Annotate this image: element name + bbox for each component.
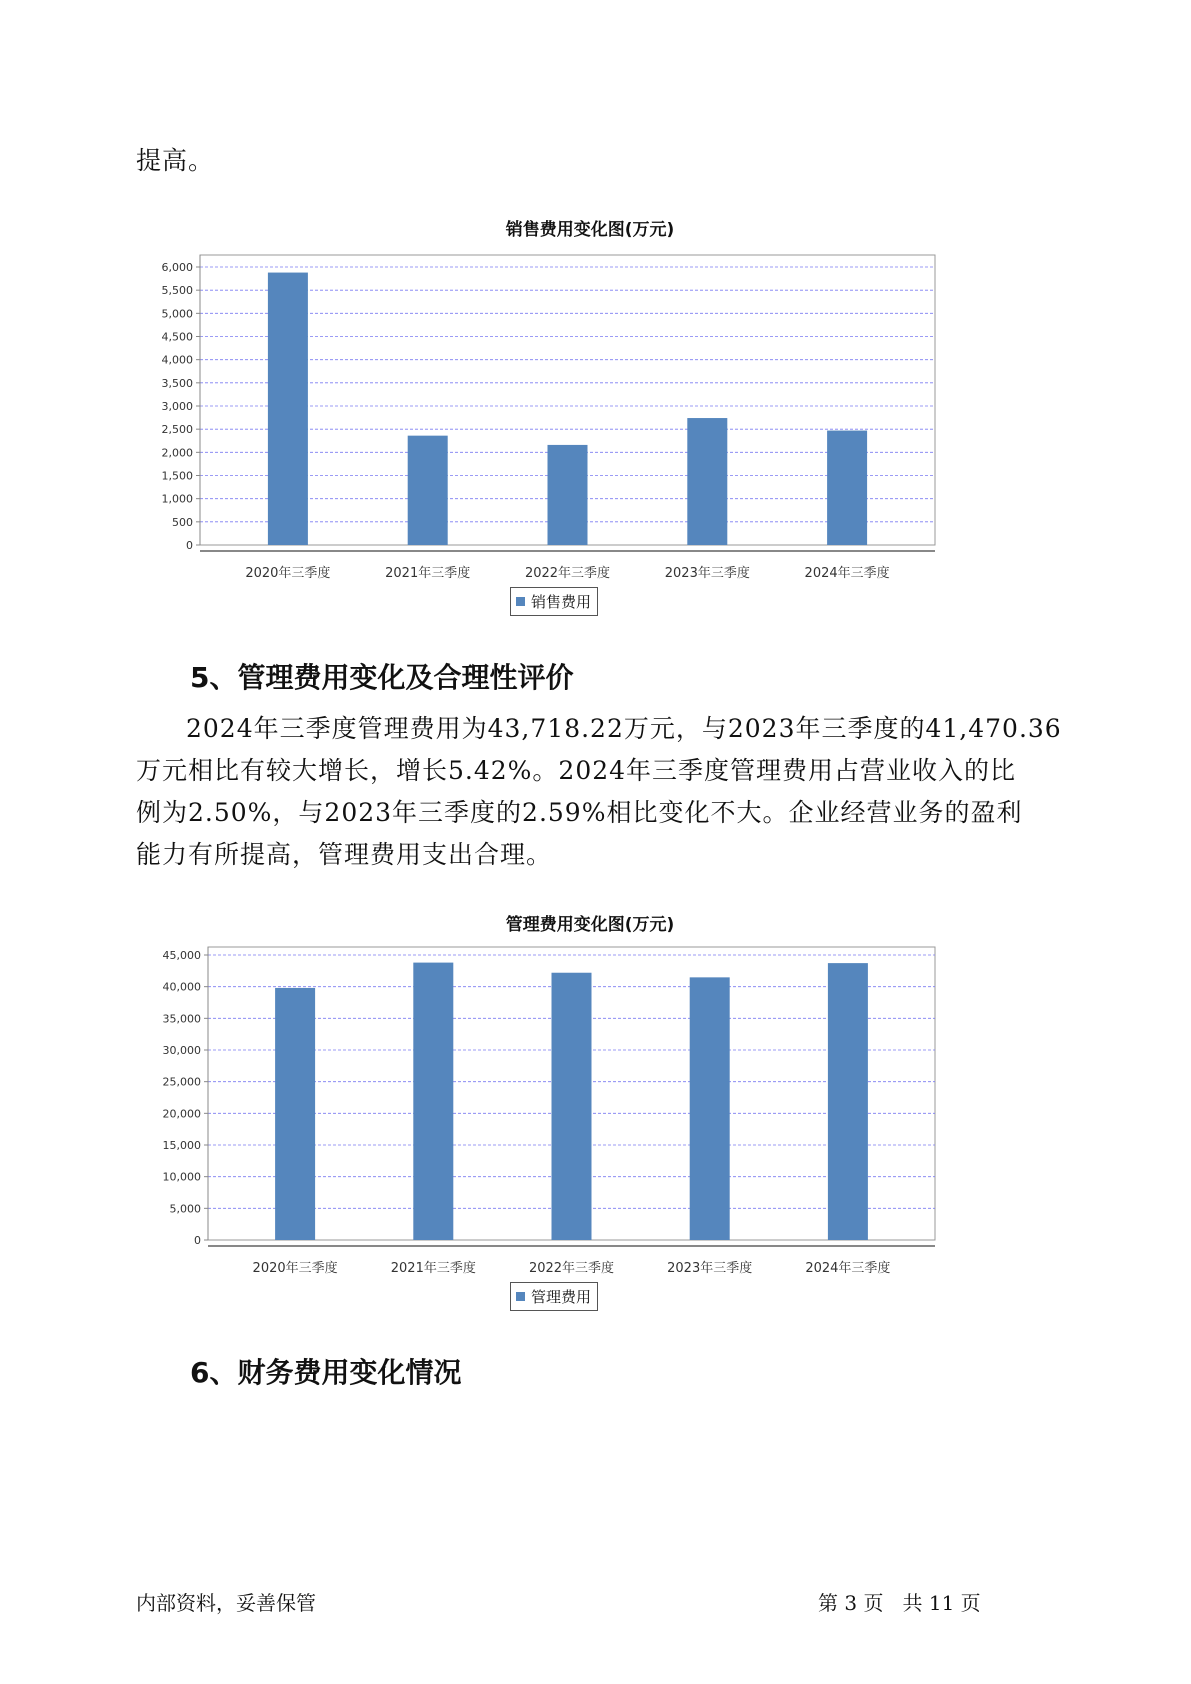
- bar: [268, 273, 308, 545]
- y-tick-label: 2,500: [161, 423, 193, 437]
- bar: [275, 988, 315, 1240]
- x-tick-label: 2023年三季度: [664, 566, 750, 581]
- bar: [548, 445, 588, 545]
- section-6-heading: 6、财务费用变化情况: [190, 1356, 462, 1389]
- y-tick-label: 20,000: [162, 1107, 201, 1121]
- y-tick-label: 5,500: [161, 284, 193, 298]
- y-tick-label: 2,000: [161, 446, 193, 460]
- x-tick-label: 2021年三季度: [390, 1261, 476, 1276]
- admin-expense-chart: [150, 900, 1030, 1320]
- y-tick-label: 3,000: [161, 400, 193, 413]
- bar: [408, 436, 448, 545]
- y-tick-label: 500: [172, 515, 193, 529]
- y-tick-label: 0: [194, 1234, 201, 1247]
- intro-tail: 提高。: [136, 146, 215, 175]
- bar: [828, 963, 868, 1240]
- y-tick-label: 30,000: [162, 1044, 201, 1057]
- admin-chart-plot: [150, 940, 1030, 1340]
- x-tick-label: 2024年三季度: [805, 1261, 891, 1276]
- y-tick-label: 1,000: [161, 492, 193, 506]
- footer-left: 内部资料，妥善保管: [136, 1591, 316, 1615]
- section-5-line-3: 例为2.50%，与2023年三季度的2.59%相比变化不大。企业经营业务的盈利: [136, 798, 1023, 827]
- y-tick-label: 35,000: [162, 1012, 201, 1026]
- section-5-line-4: 能力有所提高，管理费用支出合理。: [136, 840, 553, 869]
- y-tick-label: 4,500: [161, 330, 193, 344]
- y-tick-label: 45,000: [162, 949, 201, 962]
- y-tick-label: 4,000: [161, 353, 193, 367]
- bar: [687, 418, 727, 545]
- section-5-line-1: 2024年三季度管理费用为43,718.22万元，与2023年三季度的41,470.36: [186, 714, 1062, 743]
- legend-label: 管理费用: [531, 1288, 592, 1306]
- chart-legend: [510, 587, 598, 616]
- bar: [690, 977, 730, 1240]
- y-tick-label: 6,000: [161, 261, 193, 274]
- x-tick-label: 2020年三季度: [245, 566, 331, 581]
- y-tick-label: 15,000: [162, 1139, 201, 1152]
- legend-swatch: [516, 1292, 525, 1301]
- y-tick-label: 3,500: [161, 376, 193, 390]
- y-tick-label: 1,500: [161, 469, 193, 483]
- x-tick-label: 2022年三季度: [528, 1261, 615, 1276]
- legend-swatch: [516, 597, 525, 606]
- bar: [827, 431, 867, 545]
- bar: [552, 973, 592, 1240]
- x-tick-label: 2023年三季度: [667, 1261, 753, 1276]
- chart-title: 销售费用变化图(万元): [505, 220, 675, 240]
- y-tick-label: 25,000: [162, 1075, 201, 1089]
- x-tick-label: 2020年三季度: [252, 1261, 338, 1276]
- bar: [413, 963, 453, 1240]
- footer-page-number: 第 3 页 共 11 页: [818, 1591, 981, 1615]
- y-tick-label: 5,000: [161, 307, 193, 321]
- y-tick-label: 40,000: [162, 980, 201, 994]
- x-tick-label: 2024年三季度: [804, 566, 890, 581]
- section-5-line-2: 万元相比有较大增长，增长5.42%。2024年三季度管理费用占营业收入的比: [136, 756, 1017, 785]
- section-5-heading: 5、管理费用变化及合理性评价: [190, 661, 574, 694]
- y-tick-label: 10,000: [162, 1170, 201, 1184]
- sales-chart-plot: [150, 245, 1030, 645]
- legend-label: 销售费用: [531, 593, 592, 611]
- y-tick-label: 0: [186, 539, 193, 552]
- sales-expense-chart: [150, 205, 1030, 625]
- chart-legend: [510, 1282, 598, 1311]
- y-tick-label: 5,000: [169, 1202, 201, 1216]
- chart-title: 管理费用变化图(万元): [505, 915, 675, 935]
- x-tick-label: 2021年三季度: [385, 566, 471, 581]
- x-tick-label: 2022年三季度: [524, 566, 611, 581]
